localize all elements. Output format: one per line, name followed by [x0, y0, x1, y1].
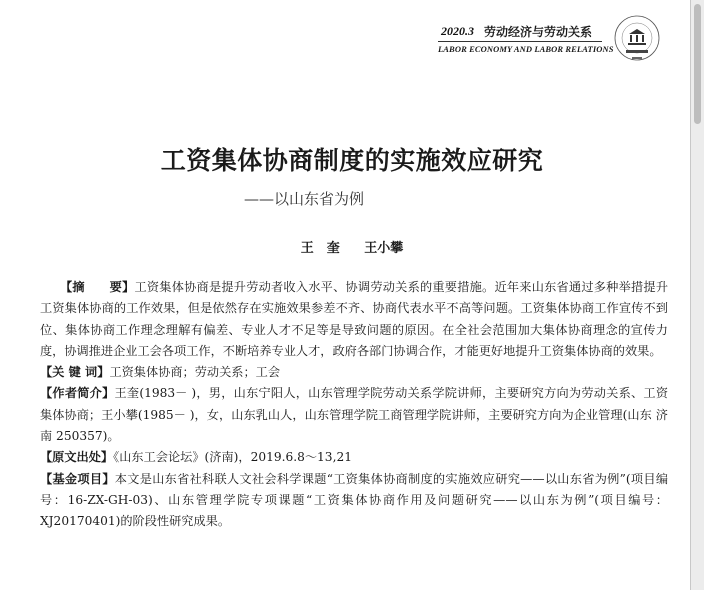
issue-number: 2020.3: [441, 24, 474, 38]
header-rule: [438, 41, 602, 42]
author-bio-label: 【作者简介】: [40, 386, 115, 401]
source-label: 【原文出处】: [40, 450, 114, 465]
fund-label: 【基金项目】: [40, 471, 115, 486]
keywords-paragraph: [40, 362, 668, 383]
fund-paragraph: [40, 469, 668, 533]
author-bio-text: 王奎(1983－ )，男，山东宁阳人，山东管理学院劳动关系学院讲师，主要研究方向为劳动关系、工资集体协商；王小攀(1985－ )，女，山东乳山人，山东管理学院工商管理学院讲师，主要研究方向为企业管理(山东 济南 250357)。: [40, 386, 669, 444]
keywords-text: 工资集体协商；劳动关系；工会: [109, 365, 281, 380]
abstract-paragraph: [40, 277, 668, 362]
author-name: 王小攀: [364, 241, 404, 256]
vertical-scrollbar[interactable]: [691, 0, 704, 590]
author-line: [0, 237, 704, 256]
university-seal-icon: [612, 14, 662, 64]
scrollbar-thumb[interactable]: [694, 4, 701, 124]
journal-name-en: LABOR ECONOMY AND LABOR RELATIONS: [438, 44, 614, 54]
article-subtitle: ——以山东省为例: [244, 190, 365, 208]
abstract-text: 工资集体协商是提升劳动者收入水平、协调劳动关系的重要措施。近年来山东省通过多种举措提升工资集体协商的工作效果，但是依然存在实施效果参差不齐、协商代表水平不高等问题。工资集体协商工作宣传不到位、集体协商工作理念理解有偏差、专业人才不足等是导致问题的原因。在全社会范围加大集体协商理念的宣传力度，协调推进企业工会各项工作，不断培养专业人才，政府各部门协调合作，才能更好地提升工资集体协商的效果。: [40, 280, 669, 358]
abstract-block: [40, 277, 668, 533]
article-title: 工资集体协商制度的实施效应研究: [160, 146, 544, 175]
source-text: 《山东工会论坛》(济南)，2019.6.8～13,21: [113, 450, 352, 465]
source-paragraph: [40, 447, 668, 468]
author-bio-paragraph: [40, 383, 668, 447]
keywords-label: 【关 键 词】: [40, 365, 110, 380]
journal-name-cn: 劳动经济与劳动关系: [484, 25, 593, 39]
abstract-label: 【摘 要】: [60, 280, 135, 294]
fund-text: 本文是山东省社科联人文社会科学课题“工资集体协商制度的实施效应研究——以山东省为例”(项目编号：16-ZX-GH-03)、山东管理学院专项课题“工资集体协商作用及问题研究——以山东为例”(项目编号：XJ20170401)的阶段性研究成果。: [40, 471, 669, 529]
author-name: 王 奎: [300, 241, 340, 256]
